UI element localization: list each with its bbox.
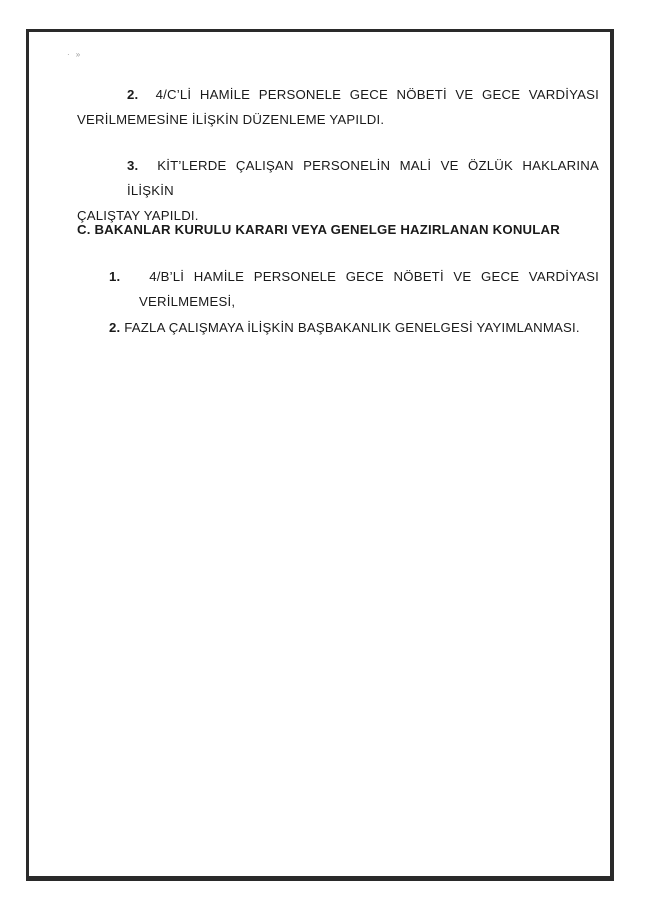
list-item-line [77,153,599,203]
item-number: 2. [109,320,121,335]
list-item-line: VERİLMEMESİ, [139,294,236,309]
list-item [77,82,599,132]
item-text: 4/B’Lİ HAMİLE PERSONELE GECE NÖBETİ VE GECE VARDİYASI [149,269,600,284]
item-number: 1. [109,269,121,284]
list-item [99,264,599,314]
list-item-line: VERİLMEMESİNE İLİŞKİN DÜZENLEME YAPILDI. [77,112,385,127]
page-border-frame [26,29,614,881]
scan-speck: · » [67,50,81,59]
list-item-line [99,315,599,340]
item-number: 2. [127,87,139,102]
list-item-line [99,264,599,289]
section-heading: C. BAKANLAR KURULU KARARI VEYA GENELGE HAZIRLANAN KONULAR [77,222,560,237]
item-number: 3. [127,158,139,173]
item-text: 4/C’Lİ HAMİLE PERSONELE GECE NÖBETİ VE GECE VARDİYASI [155,87,599,102]
item-text: KİT’LERDE ÇALIŞAN PERSONELİN MALİ VE ÖZLÜK HAKLARINA İLİŞKİN [127,158,599,198]
list-item [99,315,599,340]
list-item-line [77,82,599,107]
list-item-line: ÇALIŞTAY YAPILDI. [77,208,199,223]
item-text: FAZLA ÇALIŞMAYA İLİŞKİN BAŞBAKANLIK GENELGESİ YAYIMLANMASI. [124,320,580,335]
